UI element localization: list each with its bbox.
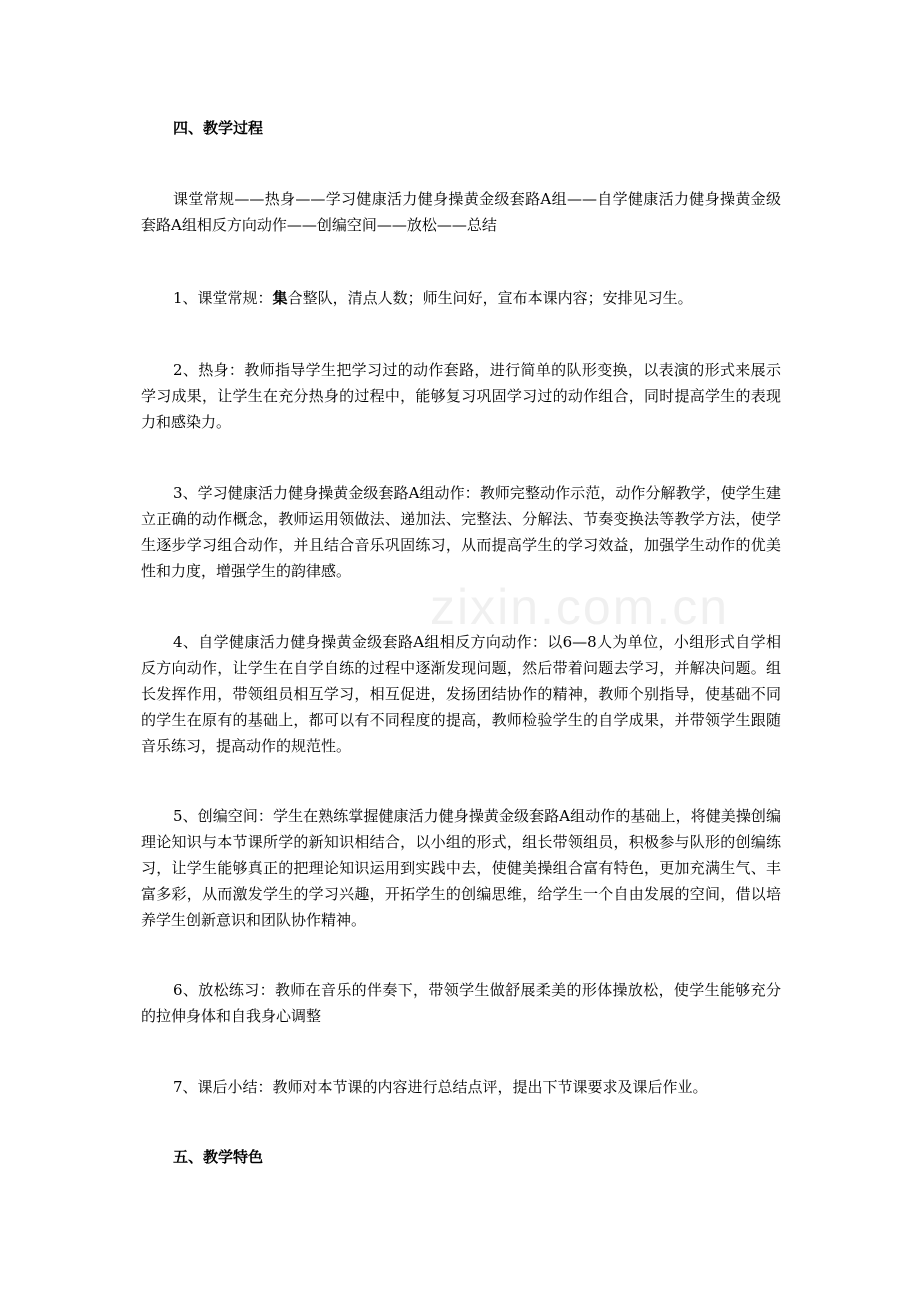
paragraph-step-1-routine (141, 285, 781, 311)
paragraph-process-overview: 课堂常规——热身——学习健康活力健身操黄金级套路A组——自学健康活力健身操黄金级套路A组相反方向动作——创编空间——放松——总结 (141, 190, 781, 234)
step-1-bold-char: 集 (272, 289, 288, 307)
paragraph-step-5-creative-space: 5、创编空间：学生在熟练掌握健康活力健身操黄金级套路A组动作的基础上，将健美操创编理论知识与本节课所学的新知识相结合，以小组的形式，组长带领组员，积极参与队形的创编练习，让学生能够真正的把理论知识运用到实践中去，使健美操组合富有特色，更加充满生气、丰富多彩，从而激发学生的学习兴趣，开拓学生的创编思维，给学生一个自由发展的空间，借以培养学生创新意识和团队协作精神。 (141, 807, 781, 929)
paragraph-step-7-summary: 7、课后小结：教师对本节课的内容进行总结点评，提出下节课要求及课后作业。 (173, 1078, 708, 1096)
paragraph-step-4-self-study: 4、自学健康活力健身操黄金级套路A组相反方向动作：以6—8人为单位，小组形式自学相反方向动作，让学生在自学自练的过程中逐渐发现问题，然后带着问题去学习，并解决问题。组长发挥作用，带领组员相互学习，相互促进，发扬团结协作的精神，教师个别指导，使基础不同的学生在原有的基础上，都可以有不同程度的提高，教师检验学生的自学成果，并带领学生跟随音乐练习，提高动作的规范性。 (141, 633, 781, 755)
step-1-prefix: 1、课堂常规： (173, 289, 273, 307)
paragraph-step-2-warmup: 2、热身：教师指导学生把学习过的动作套路，进行简单的队形变换，以表演的形式来展示学习成果，让学生在充分热身的过程中，能够复习巩固学习过的动作组合，同时提高学生的表现力和感染力。 (141, 361, 781, 431)
step-1-rest: 合整队，清点人数；师生问好，宣布本课内容；安排见习生。 (287, 289, 693, 307)
watermark: zixin.com.cn (430, 579, 730, 635)
paragraph-step-3-learn-routine: 3、学习健康活力健身操黄金级套路A组动作：教师完整动作示范，动作分解教学，使学生建立正确的动作概念，教师运用领做法、递加法、完整法、分解法、节奏变换法等教学方法，使学生逐步学习组合动作，并且结合音乐巩固练习，从而提高学生的学习效益，加强学生动作的优美性和力度，增强学生的韵律感。 (141, 484, 781, 580)
section-heading-teaching-process: 四、教学过程 (173, 119, 264, 137)
section-heading-teaching-features: 五、教学特色 (173, 1148, 264, 1166)
paragraph-step-6-relaxation: 6、放松练习：教师在音乐的伴奏下，带领学生做舒展柔美的形体操放松，使学生能够充分的拉伸身体和自我身心调整 (141, 981, 781, 1025)
